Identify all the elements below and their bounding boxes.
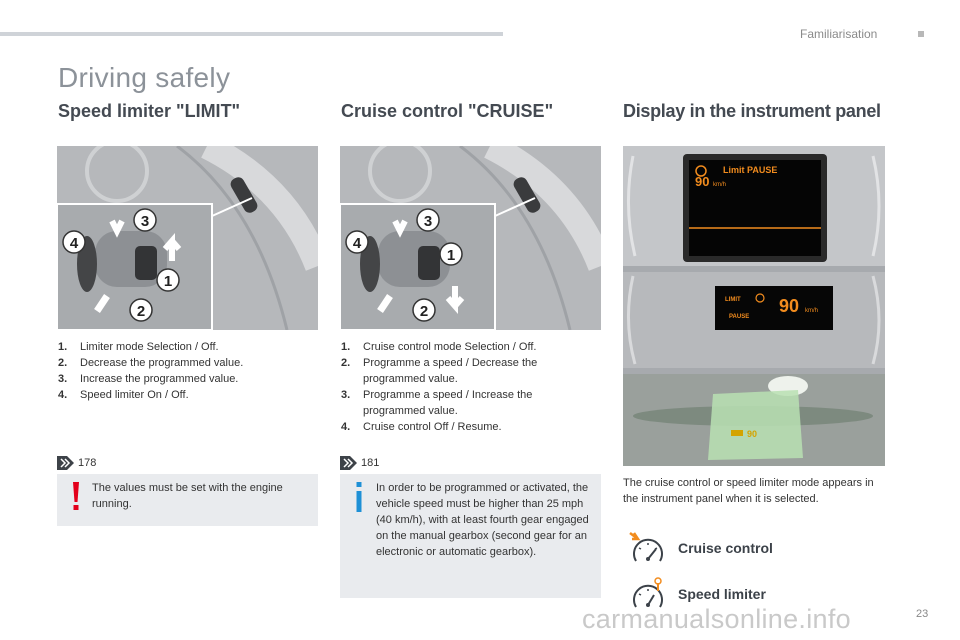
top-screen-unit: km/h <box>713 182 727 188</box>
illus-label-1: 1 <box>446 247 456 264</box>
list-item: 2. Programme a speed / Decrease the programmed value. <box>341 357 538 385</box>
page-reference-arrow-icon <box>340 456 357 470</box>
middle-screen-speed: 90 <box>779 296 800 316</box>
hud-speed: 90 <box>747 429 758 439</box>
speed-limiter-page-reference[interactable] <box>57 455 96 471</box>
list-item: 2. Decrease the programmed value. <box>58 357 244 369</box>
speed-limiter-title: Speed limiter "LIMIT" <box>58 101 241 121</box>
page-title: Driving safely <box>58 62 231 93</box>
illus-label-4: 4 <box>69 235 79 252</box>
speed-limiter-illustration <box>57 146 318 330</box>
cruise-control-label: Cruise control <box>678 540 773 556</box>
instrument-panel-illustration <box>623 146 885 466</box>
illus-label-3: 3 <box>140 213 150 230</box>
warning-note-text: The values must be set with the engine running. <box>92 482 283 510</box>
display-title: Display in the instrument panel <box>623 101 881 121</box>
page-number: 23 <box>916 608 929 620</box>
illus-label-2: 2 <box>419 303 429 320</box>
illus-label-2: 2 <box>136 303 146 320</box>
middle-screen-limit: LIMIT <box>725 297 741 303</box>
cruise-control-title: Cruise control "CRUISE" <box>341 101 554 121</box>
list-item: 3. Programme a speed / Increase the programmed value. <box>341 389 533 417</box>
cruise-control-steps <box>341 339 581 435</box>
middle-screen-unit: km/h <box>805 308 819 314</box>
illus-label-4: 4 <box>352 235 362 252</box>
speed-limiter-steps <box>58 339 318 403</box>
info-i-icon <box>354 482 364 512</box>
watermark: carmanualsonline.info <box>582 604 851 634</box>
cruise-control-illustration <box>340 146 601 330</box>
page-reference-arrow-icon <box>57 456 74 470</box>
illus-label-1: 1 <box>163 273 173 290</box>
top-screen-mode: Limit PAUSE <box>723 165 778 175</box>
page-reference-number: 181 <box>361 457 380 469</box>
cruise-control-info-note <box>340 474 601 598</box>
header-rule <box>0 32 503 36</box>
header-square-icon <box>918 31 924 37</box>
speed-limiter-warning-note <box>57 474 318 526</box>
list-item: 3. Increase the programmed value. <box>58 373 239 385</box>
cruise-control-page-reference[interactable] <box>340 455 379 471</box>
warning-exclamation-icon <box>71 482 81 512</box>
middle-screen-pause: PAUSE <box>729 314 750 320</box>
illus-label-3: 3 <box>423 213 433 230</box>
cruise-control-mode <box>628 531 773 565</box>
list-item: 1. Limiter mode Selection / Off. <box>58 341 219 353</box>
list-item: 4. Cruise control Off / Resume. <box>341 421 502 433</box>
info-note-text: In order to be programmed or activated, the vehicle speed must be higher than 25 mph (40 km/h), with at least fourth gear engaged on the manual gearbox (second gear for an electronic or automatic gearbox). <box>376 482 589 558</box>
section-header: Familiarisation <box>800 27 878 41</box>
speed-limiter-label: Speed limiter <box>678 586 766 602</box>
cruise-control-gauge-icon <box>628 531 668 565</box>
display-caption: The cruise control or speed limiter mode appears in the instrument panel when it is selected. <box>623 477 874 505</box>
list-item: 1. Cruise control mode Selection / Off. <box>341 341 537 353</box>
page-reference-number: 178 <box>78 457 97 469</box>
top-screen-speed: 90 <box>695 174 710 189</box>
list-item: 4. Speed limiter On / Off. <box>58 389 189 401</box>
